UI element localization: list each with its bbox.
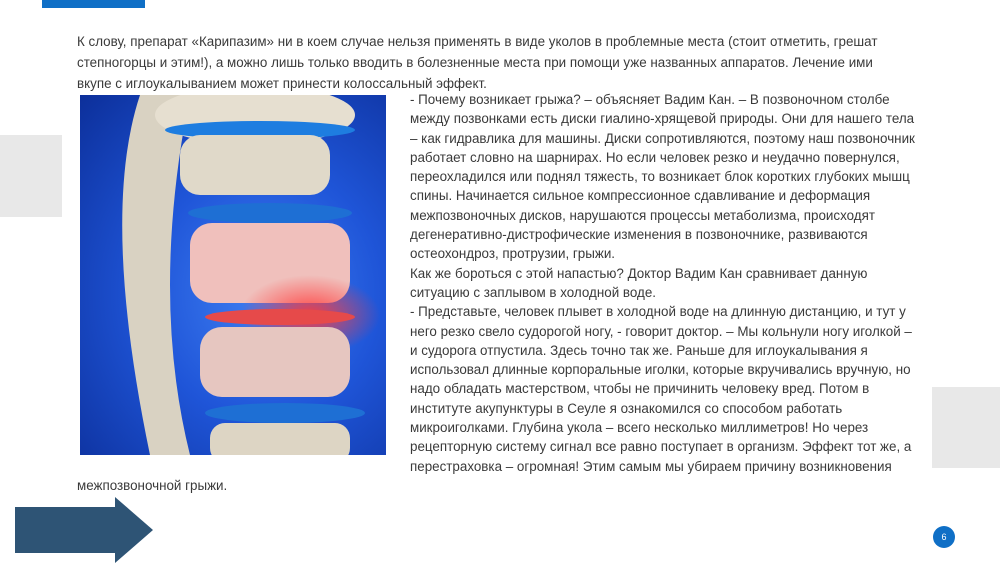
next-arrow-icon[interactable] <box>15 497 155 563</box>
text-line: ситуацию с заплывом в холодной воде. <box>410 284 656 300</box>
decor-block-right <box>932 387 1000 468</box>
text-line: работает словно на шарнирах. Но если человек резко и неудачно повернулся, <box>410 149 900 165</box>
text-line: межпозвоночной грыжи. <box>77 478 228 493</box>
text-line: межпозвоночных дисков, нарушаются процессы метаболизма, происходят <box>410 207 875 223</box>
text-line: перестраховка – огромная! Этим самым мы убираем причину возникновения <box>410 458 892 474</box>
text-line: институте акупунктуры в Сеуле я ознакомился со способом работать <box>410 400 843 416</box>
text-line: и судорога отпустила. Здесь точно так же. Раньше для иглоукалывания я <box>410 342 868 358</box>
text-line: микроиголками. Глубина укола – всего несколько миллиметров! Но через <box>410 420 869 436</box>
text-line: использовал длинные корпоральные иголки, которые вкручивались вручную, но <box>410 362 911 378</box>
decor-block-left <box>0 135 62 217</box>
text-line: спины. Начинается сильное компрессионное сдавливание и деформация <box>410 188 871 204</box>
text-line: дегенеративно-дистрофические изменения в позвоночнике, развиваются <box>410 227 868 243</box>
accent-bar <box>42 0 145 8</box>
text-line: Как же бороться с этой напастью? Доктор Вадим Кан сравнивает данную <box>410 265 868 281</box>
text-line: - Представьте, человек плывет в холодной воде на длинную дистанцию, и тут у <box>410 304 906 320</box>
text-line: степногорцы и этим!), а можно лишь только вводить в болезненные места при помощи уже названных аппаратов. Лечение ими <box>77 55 873 70</box>
article-body <box>410 90 920 476</box>
text-line: вкупе с иглоукалыванием может принести колоссальный эффект. <box>77 76 487 91</box>
intro-paragraph <box>77 31 917 94</box>
text-line: надо обладать мастерством, чтобы не причинить человеку вред. Потом в <box>410 381 870 397</box>
text-line: – как гидравлика для машины. Диски сопротивляются, поэтому наш позвоночник <box>410 130 915 146</box>
text-line: рецепторную систему сигнал все равно поступает в организм. Эффект тот же, а <box>410 439 912 455</box>
text-line: - Почему возникает грыжа? – объясняет Вадим Кан. – В позвоночном столбе <box>410 92 890 107</box>
text-line: между позвонками есть диски гиалино-хрящевой природы. Они для нашего тела <box>410 111 915 127</box>
text-line: него резко свело судорогой ногу, - говорит доктор. – Мы кольнули ногу иголкой – <box>410 323 912 339</box>
page-number-badge: 6 <box>933 526 955 548</box>
text-line: остеохондроз, протрузии, грыжи. <box>410 246 616 262</box>
text-line: К слову, препарат «Карипазим» ни в коем случае нельзя применять в виде уколов в проблемные места (стоит отметить, грешат <box>77 34 878 49</box>
text-line: переохладился или поднял тяжесть, то возникает блок коротких глубоких мышц <box>410 169 910 185</box>
spine-illustration <box>80 95 386 455</box>
